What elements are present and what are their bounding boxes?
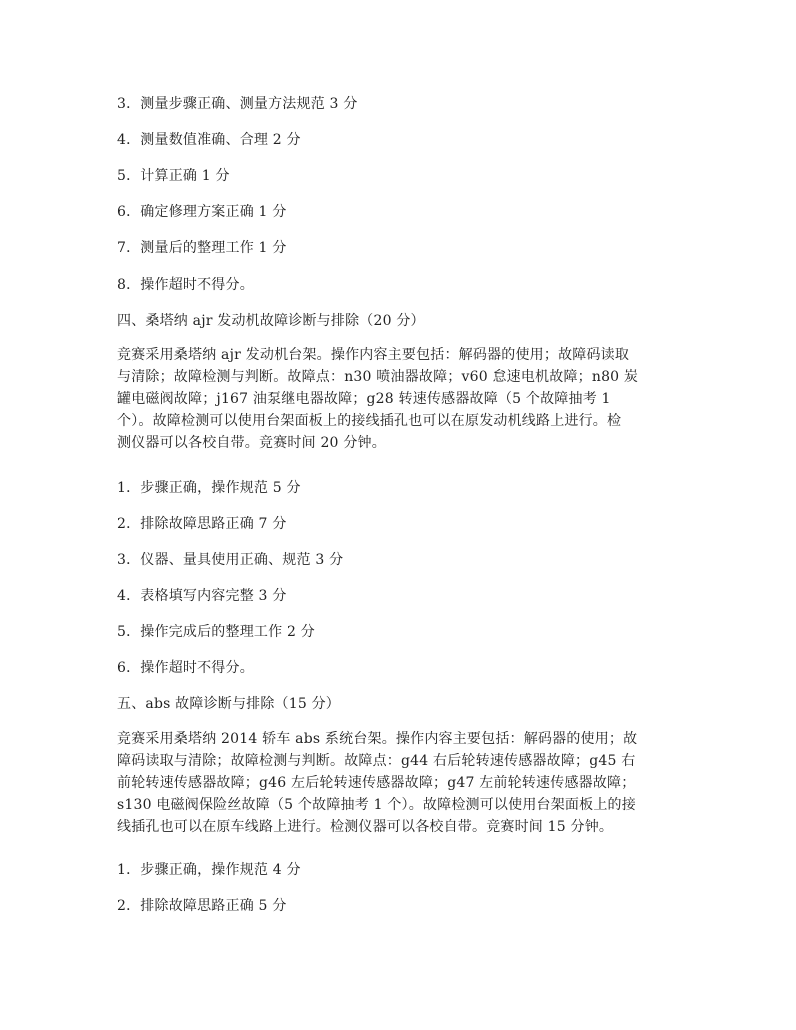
description-line: 竞赛采用桑塔纳 ajr 发动机台架。操作内容主要包括：解码器的使用；故障码读取 bbox=[117, 347, 630, 363]
section-heading: 四、桑塔纳 ajr 发动机故障诊断与排除（20 分） bbox=[117, 313, 425, 329]
score-item: 3．测量步骤正确、测量方法规范 3 分 bbox=[117, 96, 358, 112]
score-item: 5．计算正确 1 分 bbox=[117, 168, 230, 184]
description-line: 障码读取与清除；故障检测与判断。故障点：g44 右后轮转速传感器故障；g45 右 bbox=[117, 753, 636, 769]
score-item: 6．操作超时不得分。 bbox=[117, 660, 254, 676]
description-line: 与清除；故障检测与判断。故障点：n30 喷油器故障；v60 怠速电机故障；n80 炭 bbox=[117, 369, 639, 385]
score-item: 8．操作超时不得分。 bbox=[117, 277, 254, 293]
description-line: 个）。故障检测可以使用台架面板上的接线插孔也可以在原发动机线路上进行。检 bbox=[117, 413, 622, 429]
score-item: 5．操作完成后的整理工作 2 分 bbox=[117, 624, 315, 640]
score-item: 2．排除故障思路正确 5 分 bbox=[117, 898, 287, 914]
score-item: 6．确定修理方案正确 1 分 bbox=[117, 204, 287, 220]
description-line: 测仪器可以各校自带。竞赛时间 20 分钟。 bbox=[117, 435, 386, 451]
score-item: 4．测量数值准确、合理 2 分 bbox=[117, 132, 301, 148]
score-item: 1．步骤正确，操作规范 5 分 bbox=[117, 480, 301, 496]
score-item: 3．仪器、量具使用正确、规范 3 分 bbox=[117, 552, 344, 568]
description-line: 竞赛采用桑塔纳 2014 轿车 abs 系统台架。操作内容主要包括：解码器的使用；故 bbox=[117, 731, 638, 747]
score-item: 7．测量后的整理工作 1 分 bbox=[117, 240, 287, 256]
description-line: 罐电磁阀故障；j167 油泵继电器故障；g28 转速传感器故障（5 个故障抽考 1 bbox=[117, 391, 611, 407]
section-heading: 五、abs 故障诊断与排除（15 分） bbox=[117, 696, 341, 712]
score-item: 4．表格填写内容完整 3 分 bbox=[117, 588, 287, 604]
score-item: 2．排除故障思路正确 7 分 bbox=[117, 516, 287, 532]
section-description bbox=[117, 344, 687, 454]
section-description bbox=[117, 728, 687, 838]
score-item: 1．步骤正确，操作规范 4 分 bbox=[117, 862, 301, 878]
description-line: 前轮转速传感器故障；g46 左后轮转速传感器故障；g47 左前轮转速传感器故障； bbox=[117, 775, 636, 791]
description-line: 线插孔也可以在原车线路上进行。检测仪器可以各校自带。竞赛时间 15 分钟。 bbox=[117, 819, 614, 835]
description-line: s130 电磁阀保险丝故障（5 个故障抽考 1 个）。故障检测可以使用台架面板上的接 bbox=[117, 797, 636, 813]
